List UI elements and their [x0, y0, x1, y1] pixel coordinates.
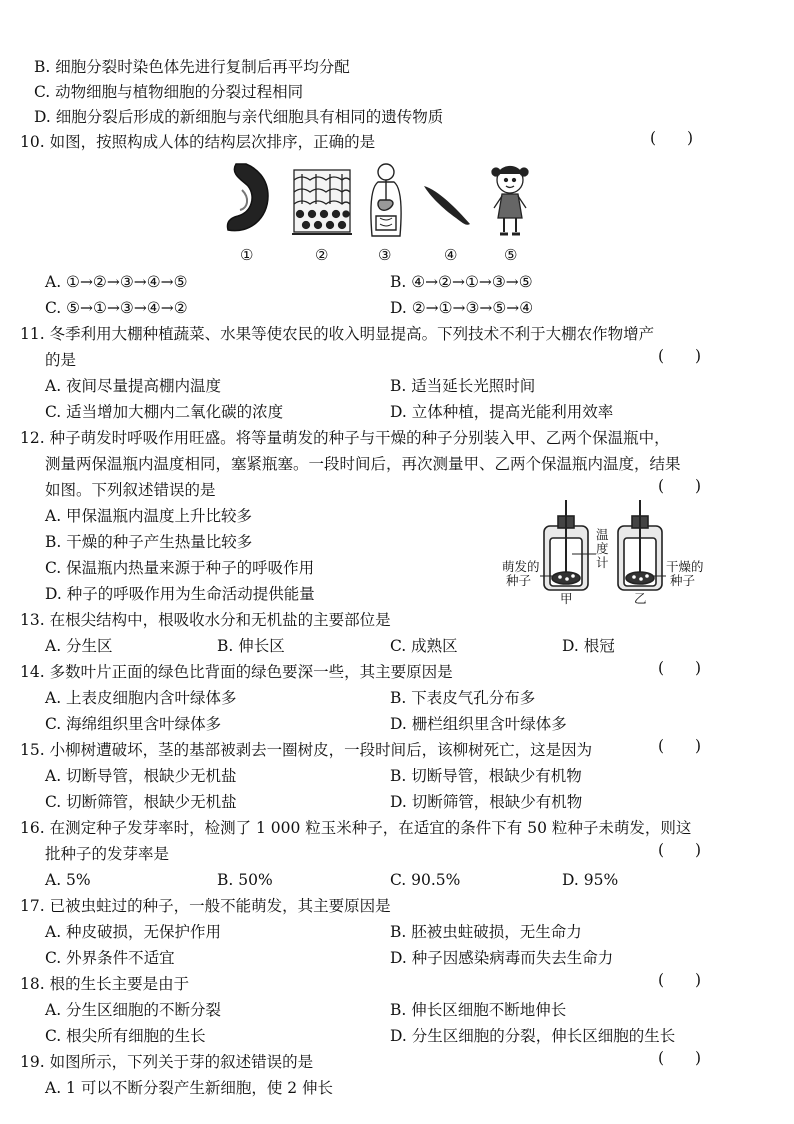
q19-answer-paren: ( ) — [658, 1049, 702, 1067]
q12-option-a: A. 甲保温瓶内温度上升比较多 — [45, 507, 253, 525]
q12-option-b: B. 干燥的种子产生热量比较多 — [45, 533, 253, 551]
q15-stem: 15. 小柳树遭破坏，茎的基部被剥去一圈树皮，一段时间后，该柳树死亡，这是因为 — [20, 741, 593, 759]
q13-stem: 13. 在根尖结构中，根吸收水分和无机盐的主要部位是 — [20, 611, 391, 629]
stomach-organ-icon — [227, 164, 268, 231]
q9-option-b: B. 细胞分裂时染色体先进行复制后再平均分配 — [34, 58, 350, 76]
q14-stem: 14. 多数叶片正面的绿色比背面的绿色要深一些，其主要原因是 — [20, 663, 453, 681]
q12-figure — [500, 498, 720, 608]
q10-answer-paren: ( ) — [650, 129, 694, 147]
q17-option-b: B. 胚被虫蛀破损，无生命力 — [390, 923, 582, 941]
q12-option-d: D. 种子的呼吸作用为生命活动提供能量 — [45, 585, 315, 603]
q17-option-c: C. 外界条件不适宜 — [45, 949, 175, 967]
q10-figure — [220, 160, 540, 265]
muscle-cell-icon — [424, 186, 470, 225]
q13-option-b: B. 伸长区 — [217, 637, 285, 655]
q18-answer-paren: ( ) — [658, 971, 702, 989]
dry-seeds-label-1: 干燥的 — [666, 559, 704, 574]
q9-option-c: C. 动物细胞与植物细胞的分裂过程相同 — [34, 83, 304, 101]
thermometer-label-2: 度 — [596, 541, 609, 556]
q15-answer-paren: ( ) — [658, 737, 702, 755]
tissue-cells-icon — [292, 170, 352, 234]
q18-option-a: A. 分生区细胞的不断分裂 — [45, 1001, 222, 1019]
q11-stem-line2: 的是 — [45, 351, 77, 369]
figure-label-2: ② — [315, 246, 329, 264]
q11-answer-paren: ( ) — [658, 347, 702, 365]
figure-label-3: ③ — [378, 246, 392, 264]
q12-answer-paren: ( ) — [658, 477, 702, 495]
q18-option-d: D. 分生区细胞的分裂，伸长区细胞的生长 — [390, 1027, 676, 1045]
q12-option-c: C. 保温瓶内热量来源于种子的呼吸作用 — [45, 559, 315, 577]
figure-label-4: ④ — [444, 246, 458, 264]
q16-stem-line2: 批种子的发芽率是 — [45, 845, 170, 863]
q15-option-c: C. 切断筛管，根缺少无机盐 — [45, 793, 237, 811]
q11-option-a: A. 夜间尽量提高棚内温度 — [45, 377, 222, 395]
q14-answer-paren: ( ) — [658, 659, 702, 677]
q19-option-a: A. 1 可以不断分裂产生新细胞，使 2 伸长 — [45, 1079, 334, 1097]
digestive-system-icon — [371, 164, 401, 236]
q10-stem: 10. 如图，按照构成人体的结构层次排序，正确的是 — [20, 133, 376, 151]
germinating-seeds-label-2: 种子 — [506, 573, 532, 588]
q14-option-d: D. 栅栏组织里含叶绿体多 — [390, 715, 567, 733]
q18-option-c: C. 根尖所有细胞的生长 — [45, 1027, 206, 1045]
q17-stem: 17. 已被虫蛀过的种子，一般不能萌发，其主要原因是 — [20, 897, 391, 915]
dry-seeds-label-2: 种子 — [670, 573, 696, 588]
q15-option-b: B. 切断导管，根缺少有机物 — [390, 767, 582, 785]
figure-label-1: ① — [240, 246, 254, 264]
q13-option-d: D. 根冠 — [562, 637, 615, 655]
q12-stem-line1: 12. 种子萌发时呼吸作用旺盛。将等量萌发的种子与干燥的种子分别装入甲、乙两个保温瓶中， — [20, 429, 670, 447]
q16-option-b: B. 50% — [217, 871, 273, 889]
q16-option-d: D. 95% — [562, 871, 619, 889]
q12-stem-line2: 测量两保温瓶内温度相同，塞紧瓶塞。一段时间后，再次测量甲、乙两个保温瓶内温度，结果 — [45, 455, 681, 473]
q10-option-d: D. ②→①→③→⑤→④ — [390, 299, 534, 317]
thermometer-label-1: 温 — [596, 527, 609, 542]
human-child-icon — [492, 167, 528, 235]
q11-option-b: B. 适当延长光照时间 — [390, 377, 536, 395]
q11-option-d: D. 立体种植，提高光能利用效率 — [390, 403, 614, 421]
q16-stem-line1: 16. 在测定种子发芽率时，检测了 1 000 粒玉米种子，在适宜的条件下有 50 粒种子未萌发，则这 — [20, 819, 692, 837]
q14-option-c: C. 海绵组织里含叶绿体多 — [45, 715, 222, 733]
q18-stem: 18. 根的生长主要是由于 — [20, 975, 190, 993]
q10-option-b: B. ④→②→①→③→⑤ — [390, 273, 533, 291]
q18-option-b: B. 伸长区细胞不断地伸长 — [390, 1001, 567, 1019]
q16-answer-paren: ( ) — [658, 841, 702, 859]
q12-stem-line3: 如图。下列叙述错误的是 — [45, 481, 216, 499]
q15-option-d: D. 切断筛管，根缺少有机物 — [390, 793, 583, 811]
thermometer-label-3: 计 — [596, 555, 609, 570]
q13-option-a: A. 分生区 — [45, 637, 113, 655]
q15-option-a: A. 切断导管，根缺少无机盐 — [45, 767, 237, 785]
q11-stem-line1: 11. 冬季利用大棚种植蔬菜、水果等使农民的收入明显提高。下列技术不利于大棚农作物增产 — [20, 325, 655, 343]
q19-stem: 19. 如图所示，下列关于芽的叙述错误的是 — [20, 1053, 314, 1071]
figure-label-5: ⑤ — [504, 246, 518, 264]
q14-option-b: B. 下表皮气孔分布多 — [390, 689, 536, 707]
germinating-seeds-label-1: 萌发的 — [502, 559, 540, 574]
flask-yi-label: 乙 — [634, 591, 647, 606]
q17-option-a: A. 种皮破损，无保护作用 — [45, 923, 222, 941]
q16-option-a: A. 5% — [45, 871, 91, 889]
q10-option-c: C. ⑤→①→③→④→② — [45, 299, 188, 317]
q13-option-c: C. 成熟区 — [390, 637, 458, 655]
flask-jia-label: 甲 — [560, 591, 573, 606]
q9-option-d: D. 细胞分裂后形成的新细胞与亲代细胞具有相同的遗传物质 — [34, 108, 444, 126]
q10-option-a: A. ①→②→③→④→⑤ — [45, 273, 188, 291]
q16-option-c: C. 90.5% — [390, 871, 461, 889]
q11-option-c: C. 适当增加大棚内二氧化碳的浓度 — [45, 403, 284, 421]
q14-option-a: A. 上表皮细胞内含叶绿体多 — [45, 689, 237, 707]
q17-option-d: D. 种子因感染病毒而失去生命力 — [390, 949, 614, 967]
